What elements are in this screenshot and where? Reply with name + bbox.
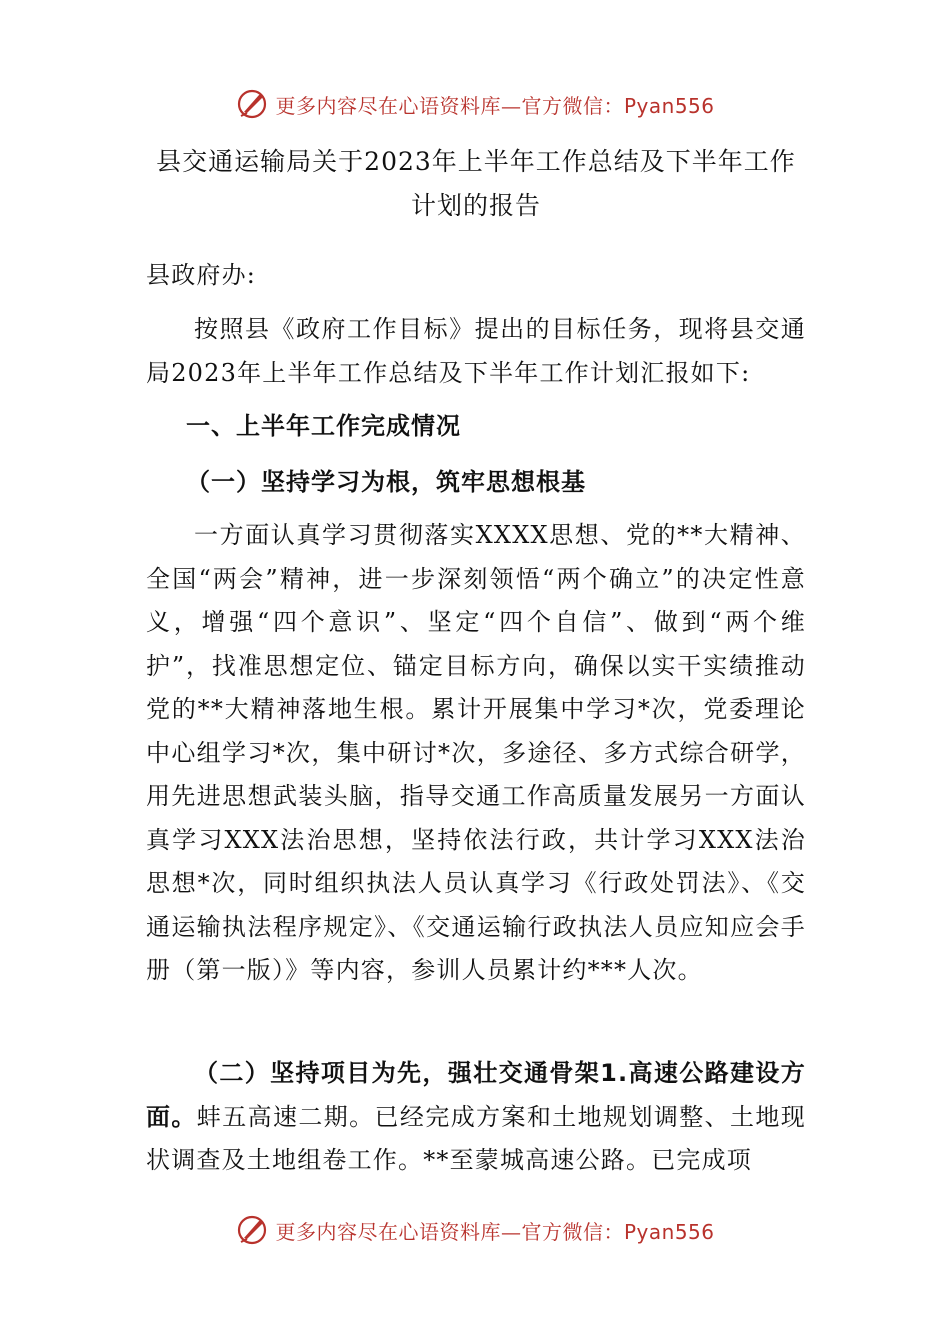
quill-logo-icon [235, 87, 269, 121]
watermark-footer [0, 1210, 950, 1250]
subsection-item-highway: 1.高速公路建设方面。 [146, 1059, 806, 1131]
intro-paragraph: 按照县《政府工作目标》提出的目标任务，现将县交通局2023年上半年工作总结及下半年工作计划汇报如下: [146, 315, 806, 387]
subsection-heading-2: （二）坚持项目为先，强壮交通骨架 [194, 1059, 601, 1087]
watermark-text: 更多内容尽在心语资料库—官方微信：Pyan556 [275, 93, 715, 118]
watermark-header [0, 84, 950, 124]
document-title: 县交通运输局关于2023年上半年工作总结及下半年工作计划的报告 [156, 147, 796, 220]
section-heading-1: 一、上半年工作完成情况 [186, 412, 461, 440]
quill-logo-icon [235, 1213, 269, 1247]
paragraph-projects-text: 蚌五高速二期。已经完成方案和土地规划调整、土地现状调查及土地组卷工作。**至蒙城高速公路。已完成项 [146, 1102, 806, 1174]
salutation: 县政府办: [146, 261, 257, 289]
paragraph-projects [146, 1052, 806, 1183]
subsection-heading-1: （一）坚持学习为根，筑牢思想根基 [186, 468, 586, 496]
paragraph-study: 一方面认真学习贯彻落实XXXX思想、党的**大精神、全国“两会”精神，进一步深刻领悟“两个确立”的决定性意义，增强“四个意识”、坚定“四个自信”、做到“两个维护”，找准思想定位、锚定目标方向，确保以实干实绩推动党的**大精神落地生根。累计开展集中学习*次，党委理论中心组学习*次，集中研讨*次，多途径、多方式综合研学，用先进思想武装头脑，指导交通工作高质量发展另一方面认真学习XXX法治思想，坚持依法行政，共计学习XXX法治思想*次，同时组织执法人员认真学习《行政处罚法》、《交通运输执法程序规定》、《交通运输行政执法人员应知应会手册（第一版）》等内容，参训人员累计约***人次。 [146, 521, 806, 984]
watermark-text: 更多内容尽在心语资料库—官方微信：Pyan556 [275, 1219, 715, 1244]
